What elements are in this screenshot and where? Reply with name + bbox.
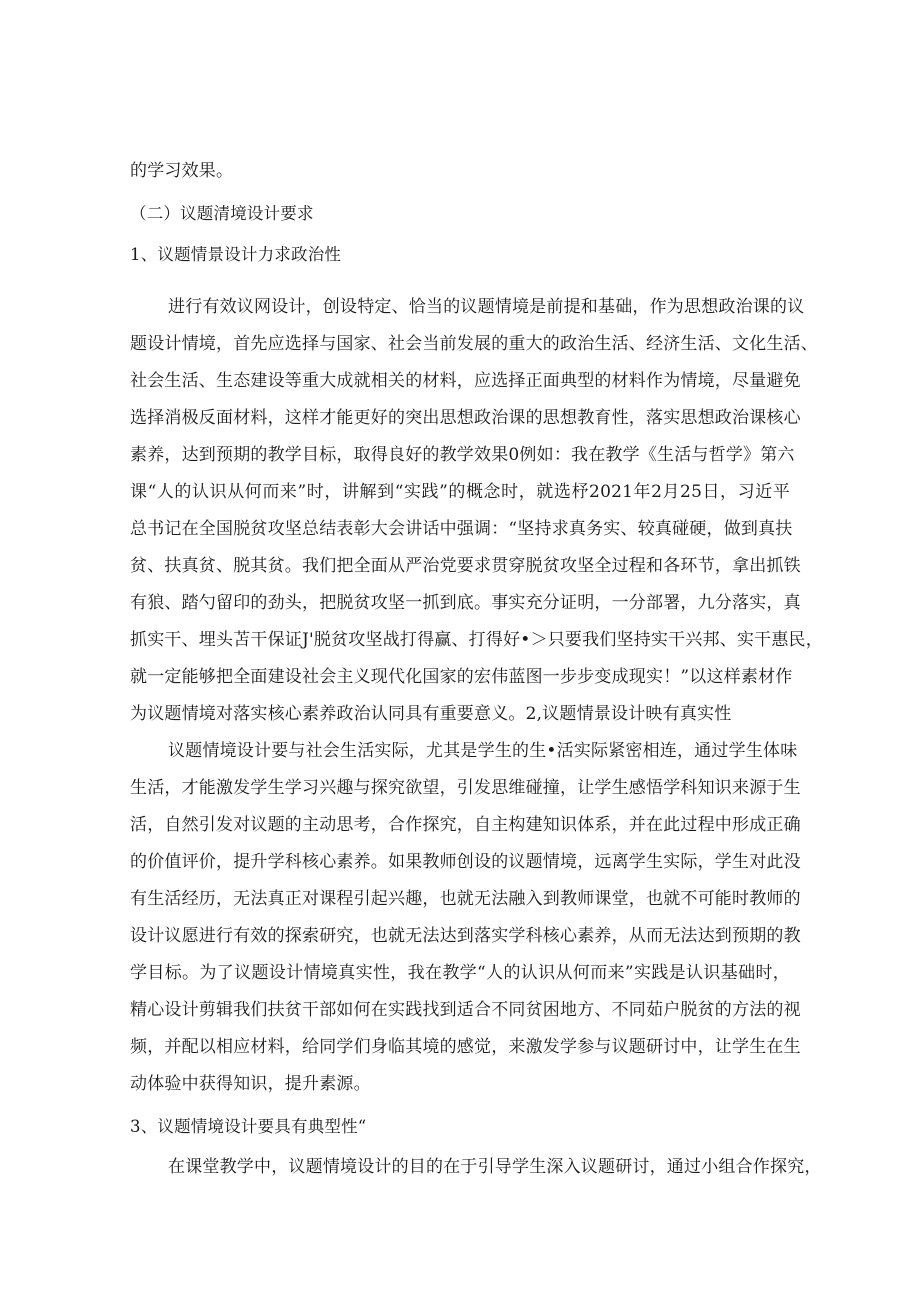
paragraph-2-line-5: 有生活经历，无法真正对课程引起兴趣，也就无法融入到教师课堂，也就不可能时教师的 (130, 889, 801, 909)
paragraph-2-line-8: 精心设计剪辑我们扶贫干部如何在实践找到适合不同贫困地方、不同茹户脱贫的方法的视 (130, 1000, 801, 1020)
paragraph-2-line-4: 的价值评价，提升学科核心素养。如果教师创设的议题情境，远离学生实际，学生对此没 (130, 852, 801, 872)
paragraph-1-line-8: 贫、扶真贫、脱其贫。我们把全面从严治党要求贯穿脱贫攻坚全过程和各环节，拿出抓铁 (130, 556, 801, 576)
paragraph-1-line-4: 选择消极反面材料，这样才能更好的突出思想政治课的思想教育性，落实思想政治课核心 (130, 408, 801, 428)
paragraph-2-line-3: 活，自然引发对议题的主动思考，合作探究，自主构建知识体系，并在此过程中形成正确 (130, 815, 801, 835)
paragraph-2-line-2: 生活，才能激发学生学习兴趣与探究欲望，引发思维碰撞，让学生感悟学科知识来源于生 (130, 778, 801, 798)
paragraph-2-line-6: 设计议愿进行有效的探索研究，也就无法达到落实学科核心素养，从而无法达到预期的教 (130, 926, 801, 946)
paragraph-1-line-7: 总书记在全国脱贫攻坚总结表彰大会讲话中强调：“坚持求真务实、较真碰硬，做到真扶 (130, 519, 793, 539)
paragraph-1-line-6: 课“人的认识从何而来”时，讲解到“实践”的概念时，就选杼2021年2月25日，习近平 (130, 482, 790, 502)
paragraph-1-line-11: 就一定能够把全面建设社会主义现代化国家的宏伟蓝图一步步变成现实！”以这样素材作 (130, 667, 793, 687)
paragraph-1-line-5: 素养，达到预期的教学目标，取得良好的教学效果0例如：我在教学《生活与哲学》第六 (130, 445, 795, 465)
subsection-heading-1: 1、议题情景设计力求政治性 (130, 245, 342, 264)
paragraph-1-line-2: 题设计情境，首先应选择与国家、社会当前发展的重大的政治生活、经济生活、文化生活、 (130, 334, 818, 354)
paragraph-1-line-10: 抓实干、埋头苫干保证J'脱贫攻坚战打得赢、打得好•＞只要我们坚持实干兴邦、实干惠民， (130, 630, 823, 650)
paragraph-1-line-9: 有狼、踏勺留印的劲头，把脱贫攻坚一抓到底。事实充分证明，一分部署，九分落实，真 (130, 593, 801, 613)
paragraph-1-line-3: 社会生活、生态建设等重大成就相关的材料，应选择正面典型的材料作为情境，尽量避免 (130, 371, 801, 391)
text-line-1: 的学习效果。 (130, 161, 234, 181)
paragraph-2-line-10: 动体验中获得知识，提升素源。 (130, 1074, 371, 1094)
paragraph-2-line-7: 学目标。为了议题设计情境真实性，我在教学“人的认识从何而来”实践是认识基础时， (130, 963, 790, 983)
paragraph-2-line-1: 议题情境设计要与社会生活实际，尤其是学生的生•活实际紧密相连，通过学生体味 (168, 741, 798, 761)
subsection-heading-3: 3、议题情境设计要具有典型性“ (130, 1117, 367, 1136)
paragraph-1-line-12: 为议题情境对落实核心素养政治认同具有重要意义。2,议题情景设计映有真实性 (130, 704, 732, 724)
paragraph-1-line-1: 进行有效议网设计，创设特定、恰当的议题情境是前提和基础，作为思想政治课的议 (168, 297, 805, 317)
paragraph-3-line-1: 在课堂教学中，议题情境设计的目的在于引导学生深入议题研讨，通过小组合作探究， (168, 1157, 822, 1177)
section-heading-2: （二）议题清境设计要求 (130, 204, 314, 223)
paragraph-2-line-9: 频，并配以相应材料，给同学们身临其境的感觉，来激发学参与议题研讨中，让学生在生 (130, 1037, 801, 1057)
